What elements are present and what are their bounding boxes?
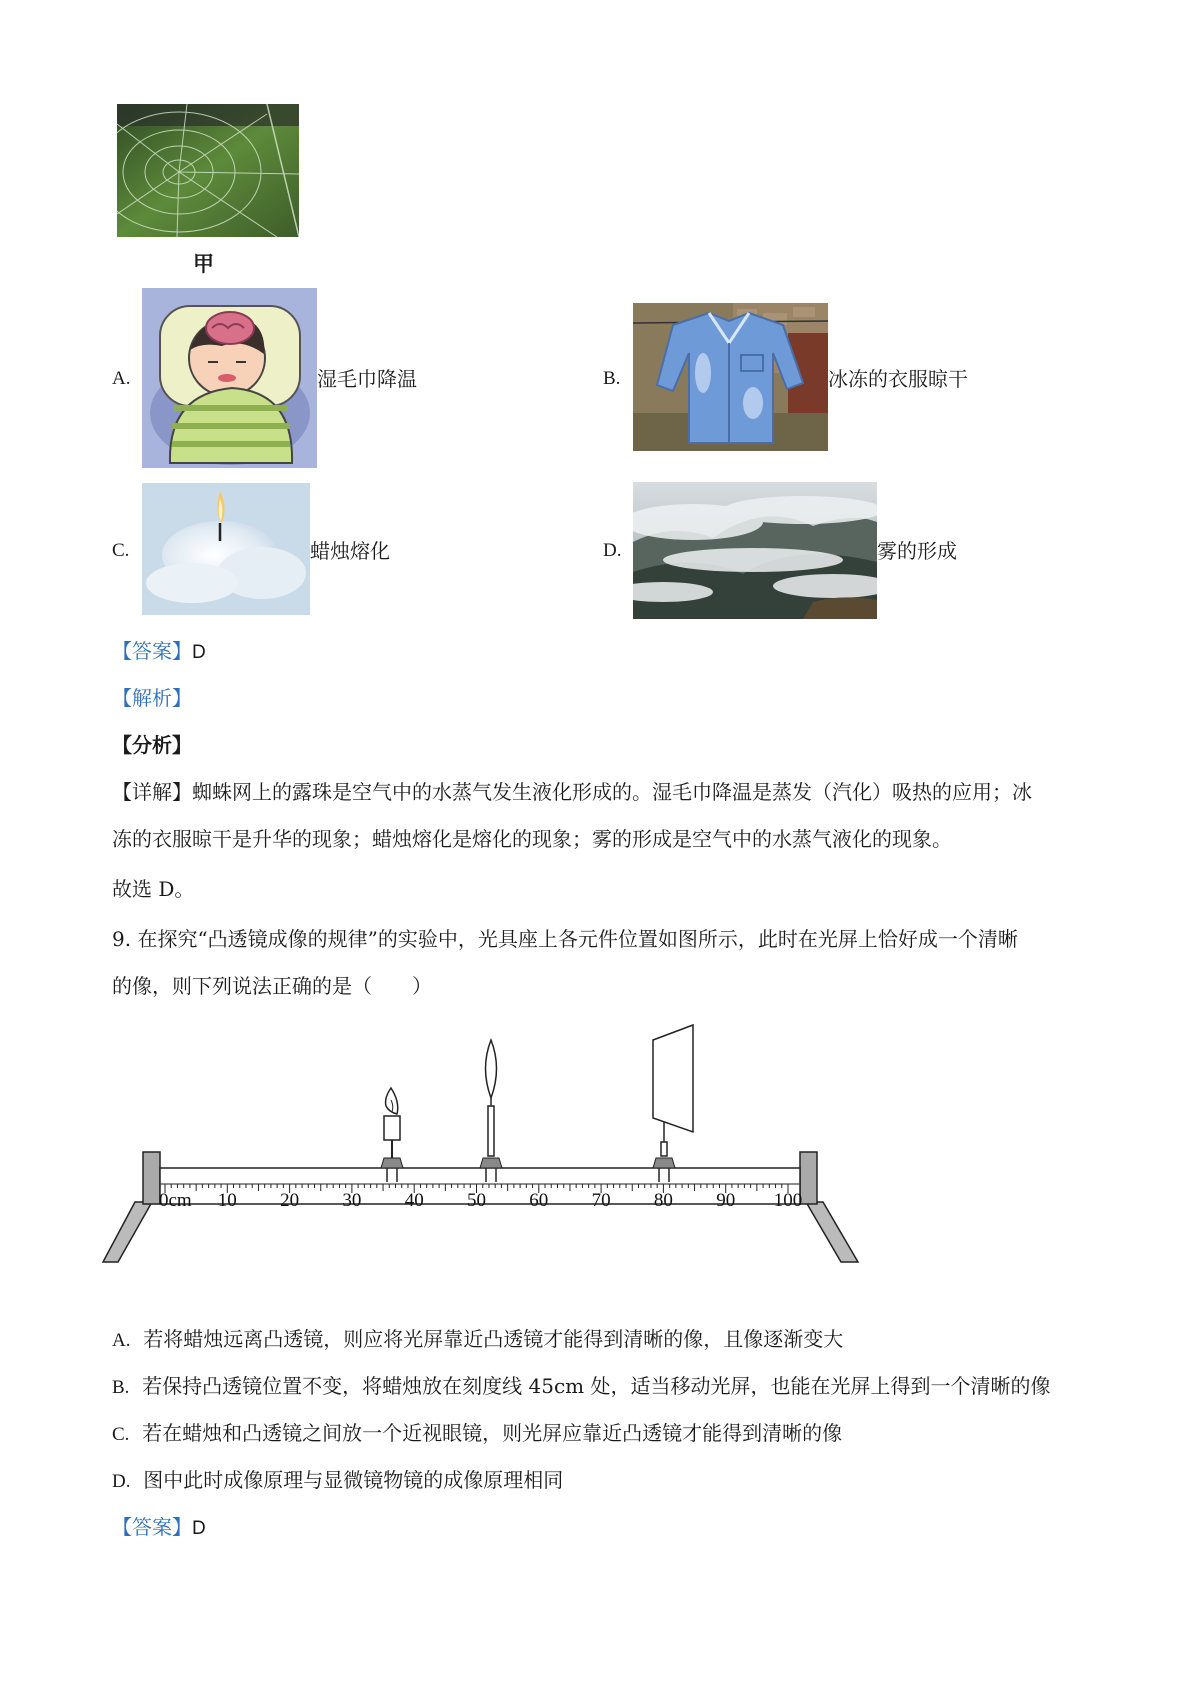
- q8-option-d-letter: D.: [603, 540, 622, 561]
- scale-label: 70: [591, 1190, 611, 1211]
- q8-option-b-letter: B.: [603, 368, 621, 389]
- scale-label: 20: [280, 1190, 300, 1211]
- q8-analysis-label: 【解析】: [112, 686, 192, 710]
- q9-answer-label: 【答案】: [112, 1515, 192, 1539]
- q9-option-a: [112, 1325, 843, 1355]
- figure-caption-jia: 甲: [193, 252, 214, 276]
- scale-label: 10: [217, 1190, 237, 1211]
- q8-option-c-letter: C.: [112, 540, 130, 561]
- q8-answer-label: 【答案】: [112, 639, 192, 663]
- light-screen: [653, 1025, 693, 1182]
- q8-fenxi-label: 【分析】: [112, 733, 192, 757]
- q9-option-c: [112, 1419, 842, 1449]
- q9-stem-line-1: 9. 在探究“凸透镜成像的规律”的实验中，光具座上各元件位置如图所示，此时在光屏上恰好成一个清晰: [112, 927, 1018, 951]
- spider-web-photo: [117, 104, 299, 237]
- optical-bench-diagram: [100, 1010, 860, 1275]
- scale-label: 100: [773, 1190, 803, 1211]
- q9-option-c-text: 若在蜡烛和凸透镜之间放一个近视眼镜，则光屏应靠近凸透镜才能得到清晰的像: [142, 1421, 843, 1445]
- q9-stem-line-2: 的像，则下列说法正确的是（ ）: [112, 974, 432, 998]
- melting-candle-photo: [142, 483, 310, 615]
- q8-option-b-text: 冰冻的衣服晾干: [828, 367, 968, 391]
- scale-label: 80: [653, 1190, 673, 1211]
- q8-answer-value: D: [192, 642, 206, 663]
- left-end-block: [143, 1152, 160, 1204]
- q9-option-b: [112, 1372, 1051, 1402]
- q9-answer-line: [112, 1513, 206, 1543]
- scale-label: 0cm: [159, 1190, 192, 1211]
- right-end-block: [800, 1152, 817, 1204]
- q9-option-a-text: 若将蜡烛远离凸透镜，则应将光屏靠近凸透镜才能得到清晰的像，且像逐渐变大: [143, 1327, 844, 1351]
- scale-label: 30: [342, 1190, 362, 1211]
- q8-option-d-text: 雾的形成: [877, 539, 957, 563]
- frozen-shirt-photo: [633, 303, 828, 451]
- right-leg: [806, 1202, 858, 1262]
- scale-label: 60: [529, 1190, 549, 1211]
- scale-label: 40: [404, 1190, 424, 1211]
- q8-option-a-letter: A.: [112, 368, 131, 389]
- sick-child-cartoon-image: [142, 288, 317, 468]
- q9-option-d-letter: D.: [112, 1471, 131, 1492]
- q9-option-c-letter: C.: [112, 1424, 130, 1445]
- scale-label: 90: [716, 1190, 736, 1211]
- q9-option-a-letter: A.: [112, 1330, 131, 1351]
- q8-answer-line: [112, 637, 206, 667]
- scale-label: 50: [467, 1190, 486, 1211]
- q8-option-c-text: 蜡烛熔化: [310, 539, 390, 563]
- q9-option-b-letter: B.: [112, 1377, 130, 1398]
- convex-lens: [480, 1040, 502, 1182]
- left-leg: [103, 1202, 152, 1262]
- q9-option-b-text: 若保持凸透镜位置不变，将蜡烛放在刻度线 45cm 处，适当移动光屏，也能在光屏上得到一个清晰的像: [142, 1374, 1051, 1398]
- q8-choose-line: 故选 D。: [112, 877, 195, 901]
- q8-option-a-text: 湿毛巾降温: [317, 367, 417, 391]
- q9-answer-value: D: [192, 1518, 206, 1539]
- candle: [381, 1088, 403, 1182]
- q9-option-d-text: 图中此时成像原理与显微镜物镜的成像原理相同: [143, 1468, 564, 1492]
- q8-detail-line-2: 冻的衣服晾干是升华的现象；蜡烛熔化是熔化的现象；雾的形成是空气中的水蒸气液化的现象。: [112, 827, 952, 851]
- q8-detail-line-1: 【详解】蜘蛛网上的露珠是空气中的水蒸气发生液化形成的。湿毛巾降温是蒸发（汽化）吸热的应用；冰: [112, 780, 1032, 804]
- fog-mountain-photo: [633, 482, 877, 619]
- q9-option-d: [112, 1466, 563, 1496]
